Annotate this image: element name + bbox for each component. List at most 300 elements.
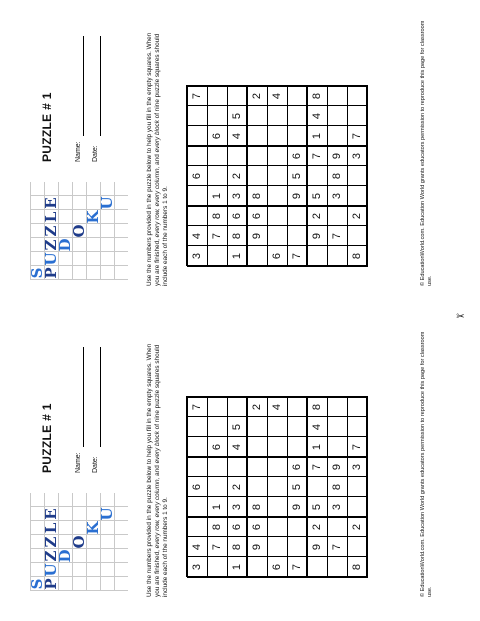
logo-letter: Z [42, 239, 60, 251]
sudoku-cell[interactable] [307, 557, 327, 577]
copyright-footer: © EducationWorld.com. Education World grants educators permission to reproduce this page for classroom use. [420, 20, 433, 286]
name-label: Name: [75, 141, 82, 162]
logo-grid-cell [100, 210, 114, 224]
sudoku-cell[interactable] [287, 417, 307, 437]
date-label: Date: [92, 145, 99, 162]
instructions-emphasis: every block [154, 431, 161, 464]
logo-grid-cell [114, 563, 128, 577]
logo-letter: P [42, 267, 60, 279]
puzzle-panel-2 [0, 0, 480, 310]
sudoku-cell[interactable] [267, 457, 287, 477]
logo-grid-cell [86, 535, 100, 549]
sudoku-cell[interactable]: 7 [331, 232, 343, 240]
sudoku-cell[interactable] [247, 166, 267, 186]
sudoku-cell[interactable] [267, 146, 287, 166]
sudoku-cell[interactable] [267, 537, 287, 557]
logo-grid-cell [72, 266, 86, 280]
sudoku-cell[interactable]: 2 [251, 403, 263, 411]
grid-line-horizontal [227, 396, 228, 577]
logo-grid-cell [44, 182, 58, 196]
sudoku-cell[interactable]: 5 [311, 503, 323, 511]
grid-line-horizontal [287, 85, 288, 266]
sudoku-cell[interactable]: 5 [311, 192, 323, 200]
sudoku-grid [187, 397, 367, 577]
sudoku-cell[interactable] [347, 497, 367, 517]
instructions [146, 335, 170, 597]
sudoku-cell[interactable] [247, 557, 267, 577]
sudoku-cell[interactable] [207, 246, 227, 266]
sudoku-cell[interactable] [187, 146, 207, 166]
logo-letter: Z [42, 536, 60, 548]
sudoku-cell[interactable]: 9 [291, 192, 303, 200]
sudoku-cell[interactable] [187, 186, 207, 206]
sudoku-cell[interactable]: 7 [211, 232, 223, 240]
grid-line-horizontal [267, 85, 268, 266]
logo-grid-cell [100, 266, 114, 280]
sudoku-cell[interactable] [287, 397, 307, 417]
sudoku-cell[interactable] [247, 146, 267, 166]
grid-line-vertical [187, 145, 368, 147]
puzzle-title: PUZZLE # 1 [40, 92, 54, 162]
sudoku-cell[interactable]: 3 [191, 563, 203, 571]
sudoku-cell[interactable]: 9 [311, 232, 323, 240]
sudoku-cell[interactable] [287, 126, 307, 146]
sudoku-cell[interactable] [207, 417, 227, 437]
sudoku-cell[interactable]: 8 [231, 543, 243, 551]
sudoku-cell[interactable]: 8 [351, 252, 363, 260]
sudoku-cell[interactable] [347, 477, 367, 497]
instructions-text: of nine puzzle squares should include each of the numbers 1 to 9. [154, 33, 169, 286]
logo-grid-cell [58, 182, 72, 196]
sudoku-cell[interactable] [287, 226, 307, 246]
sudoku-cell[interactable]: 5 [291, 483, 303, 491]
logo-letter: S [28, 267, 46, 279]
sudoku-cell[interactable] [267, 226, 287, 246]
logo-grid-cell [58, 563, 72, 577]
sudoku-cell[interactable] [267, 517, 287, 537]
sudoku-cell[interactable] [267, 497, 287, 517]
sudoku-grid [187, 86, 367, 266]
logo-grid-cell [58, 196, 72, 210]
grid-line-vertical [187, 576, 368, 578]
logo-grid-cell [100, 577, 114, 591]
instructions-text: Use the numbers provided in the puzzle below to help you fill in the empty squares. When you are finished, [146, 32, 161, 286]
grid-line-vertical [187, 205, 368, 207]
grid-line-vertical [187, 536, 368, 537]
sudoku-cell[interactable] [247, 246, 267, 266]
logo-grid-cell [100, 182, 114, 196]
sudoku-cell[interactable]: 6 [251, 523, 263, 531]
instructions-emphasis: every row, every column, [154, 477, 161, 549]
sudoku-cell[interactable] [187, 437, 207, 457]
sudoku-cell[interactable]: 8 [331, 483, 343, 491]
sudoku-cell[interactable]: 8 [251, 503, 263, 511]
logo-grid-cell [86, 563, 100, 577]
sudoku-cell[interactable]: 7 [291, 563, 303, 571]
logo-grid-cell [58, 252, 72, 266]
sudoku-cell[interactable]: 9 [251, 232, 263, 240]
sudoku-cell[interactable] [287, 537, 307, 557]
name-line [83, 36, 84, 136]
logo-grid-cell [72, 549, 86, 563]
sudoku-cell[interactable]: 4 [191, 543, 203, 551]
sudoku-cell[interactable] [267, 437, 287, 457]
logo-grid-cell [86, 266, 100, 280]
sudoku-cell[interactable] [287, 517, 307, 537]
sudoku-cell[interactable]: 4 [311, 423, 323, 431]
sudoku-cell[interactable]: 8 [251, 192, 263, 200]
sudoku-cell[interactable]: 8 [331, 172, 343, 180]
grid-line-horizontal [306, 85, 308, 266]
sudoku-cell[interactable] [347, 86, 367, 106]
logo-grid-cell [100, 549, 114, 563]
grid-line-horizontal [227, 85, 228, 266]
sudoku-cell[interactable]: 7 [331, 543, 343, 551]
sudoku-cell[interactable] [307, 477, 327, 497]
scissors-icon: ✂ [456, 311, 465, 323]
logo-grid-cell [72, 196, 86, 210]
sudoku-cell[interactable]: 7 [291, 252, 303, 260]
sudoku-cell[interactable] [327, 106, 347, 126]
sudoku-cell[interactable] [207, 477, 227, 497]
logo-letter: U [98, 507, 116, 521]
name-line [83, 347, 84, 447]
sudoku-cell[interactable]: 2 [311, 212, 323, 220]
sudoku-cell[interactable] [347, 166, 367, 186]
sudoku-cell[interactable] [187, 457, 207, 477]
grid-line-horizontal [347, 85, 348, 266]
sudoku-cell[interactable]: 2 [311, 523, 323, 531]
sudoku-cell[interactable] [187, 126, 207, 146]
sudoku-cell[interactable]: 3 [331, 503, 343, 511]
sudoku-cell[interactable] [287, 106, 307, 126]
logo-letter: S [28, 578, 46, 590]
sudoku-cell[interactable] [267, 417, 287, 437]
grid-line-vertical [187, 185, 368, 186]
logo-grid-cell [86, 577, 100, 591]
sudoku-cell[interactable]: 3 [351, 152, 363, 160]
copyright-footer: © EducationWorld.com. Education World grants educators permission to reproduce this page for classroom use. [420, 331, 433, 597]
logo-letter: L [42, 522, 60, 534]
sudoku-cell[interactable]: 6 [211, 443, 223, 451]
sudoku-cell[interactable]: 6 [211, 132, 223, 140]
sudoku-cell[interactable] [207, 86, 227, 106]
logo-letter: U [98, 196, 116, 210]
sudoku-cell[interactable]: 2 [231, 483, 243, 491]
sudoku-cell[interactable] [347, 106, 367, 126]
sudoku-cell[interactable] [287, 86, 307, 106]
logo-grid-cell [114, 252, 128, 266]
grid-line-horizontal [207, 85, 208, 266]
logo-grid-cell [114, 266, 128, 280]
logo-letter: P [42, 578, 60, 590]
sudoku-cell[interactable] [247, 126, 267, 146]
logo-letter: U [42, 252, 60, 266]
logo-grid-cell [114, 182, 128, 196]
logo-letter: D [56, 549, 74, 563]
logo-grid-cell [86, 182, 100, 196]
logo-grid-cell [100, 521, 114, 535]
sudoku-cell[interactable] [287, 437, 307, 457]
logo-grid-cell [100, 224, 114, 238]
grid-line-horizontal [327, 85, 328, 266]
grid-line-horizontal [186, 85, 188, 266]
logo-grid-cell [72, 238, 86, 252]
grid-line-vertical [187, 396, 368, 398]
sudoku-cell[interactable] [207, 146, 227, 166]
logo-letter: D [56, 238, 74, 252]
sudoku-cell[interactable]: 8 [311, 92, 323, 100]
sudoku-cell[interactable] [267, 106, 287, 126]
sudoku-cell[interactable]: 1 [231, 563, 243, 571]
sudoku-cell[interactable] [267, 186, 287, 206]
sudoku-cell[interactable]: 1 [311, 443, 323, 451]
sudoku-cell[interactable] [187, 497, 207, 517]
sudoku-cell[interactable] [187, 517, 207, 537]
grid-line-vertical [187, 416, 368, 417]
grid-line-horizontal [327, 396, 328, 577]
grid-line-vertical [187, 516, 368, 518]
grid-line-vertical [187, 85, 368, 87]
instructions-text: of nine puzzle squares should include each of the numbers 1 to 9. [154, 344, 169, 597]
sudoku-cell[interactable] [187, 206, 207, 226]
logo-grid-cell [114, 196, 128, 210]
sudoku-cell[interactable] [227, 86, 247, 106]
sudoku-cell[interactable]: 3 [191, 252, 203, 260]
sudoku-cell[interactable] [327, 417, 347, 437]
sudoku-cell[interactable] [347, 186, 367, 206]
sudoku-cell[interactable]: 5 [231, 423, 243, 431]
sudoku-cell[interactable]: 7 [211, 543, 223, 551]
sudoku-cell[interactable]: 8 [211, 523, 223, 531]
sudoku-cell[interactable]: 4 [231, 443, 243, 451]
sudoku-cell[interactable]: 7 [191, 403, 203, 411]
grid-line-horizontal [366, 396, 368, 577]
sudoku-cell[interactable] [287, 206, 307, 226]
logo-grid-cell [72, 182, 86, 196]
sudoku-cell[interactable]: 8 [231, 232, 243, 240]
logo-letter: Z [42, 550, 60, 562]
logo-letter: L [42, 211, 60, 223]
logo-letter: E [42, 197, 60, 209]
logo-grid-cell [86, 224, 100, 238]
sudoku-cell[interactable] [247, 457, 267, 477]
grid-line-vertical [187, 496, 368, 497]
date-line [100, 347, 101, 447]
sudoku-cell[interactable]: 5 [291, 172, 303, 180]
sudoku-cell[interactable]: 1 [311, 132, 323, 140]
sudoku-cell[interactable] [207, 457, 227, 477]
sudoku-cell[interactable]: 7 [351, 132, 363, 140]
sudoku-cell[interactable]: 9 [311, 543, 323, 551]
sudoku-cell[interactable] [327, 86, 347, 106]
sudoku-cell[interactable]: 9 [331, 152, 343, 160]
logo-grid-cell [58, 521, 72, 535]
sudoku-cell[interactable]: 6 [291, 463, 303, 471]
logo-letter: E [42, 508, 60, 520]
sudoku-cell[interactable]: 2 [251, 92, 263, 100]
instructions-text: and [154, 152, 161, 167]
sudoku-cell[interactable]: 1 [211, 503, 223, 511]
sudoku-cell[interactable]: 9 [331, 463, 343, 471]
puzzle-logo [30, 182, 128, 280]
sudoku-cell[interactable]: 4 [271, 92, 283, 100]
name-label: Name: [75, 452, 82, 473]
date-line [100, 36, 101, 136]
sudoku-cell[interactable] [307, 246, 327, 266]
sudoku-cell[interactable]: 8 [311, 403, 323, 411]
sudoku-cell[interactable]: 6 [231, 212, 243, 220]
sudoku-cell[interactable]: 8 [351, 563, 363, 571]
instructions [146, 24, 170, 286]
sudoku-cell[interactable]: 6 [271, 252, 283, 260]
sudoku-cell[interactable]: 4 [191, 232, 203, 240]
grid-line-vertical [187, 245, 368, 246]
sudoku-cell[interactable] [227, 457, 247, 477]
sudoku-cell[interactable] [247, 106, 267, 126]
sudoku-cell[interactable] [327, 397, 347, 417]
grid-line-horizontal [267, 396, 268, 577]
sudoku-cell[interactable]: 7 [311, 152, 323, 160]
sudoku-cell[interactable]: 3 [231, 192, 243, 200]
sudoku-cell[interactable] [267, 126, 287, 146]
grid-line-vertical [187, 476, 368, 477]
sudoku-cell[interactable] [207, 106, 227, 126]
sudoku-cell[interactable] [327, 557, 347, 577]
sudoku-cell[interactable]: 2 [351, 212, 363, 220]
logo-grid-cell [114, 521, 128, 535]
sudoku-cell[interactable]: 4 [311, 112, 323, 120]
sudoku-cell[interactable] [247, 437, 267, 457]
sudoku-cell[interactable] [347, 226, 367, 246]
sudoku-cell[interactable] [307, 166, 327, 186]
logo-letter: K [84, 521, 102, 535]
logo-grid-cell [58, 266, 72, 280]
sudoku-cell[interactable] [247, 477, 267, 497]
logo-grid-cell [114, 493, 128, 507]
instructions-text: Use the numbers provided in the puzzle below to help you fill in the empty squares. When you are finished, [146, 343, 161, 597]
logo-grid-cell [86, 549, 100, 563]
sudoku-cell[interactable] [267, 166, 287, 186]
sudoku-cell[interactable] [187, 417, 207, 437]
logo-grid-cell [100, 535, 114, 549]
sudoku-cell[interactable]: 3 [351, 463, 363, 471]
logo-letter: U [42, 563, 60, 577]
sudoku-cell[interactable] [247, 417, 267, 437]
sudoku-cell[interactable]: 7 [191, 92, 203, 100]
sudoku-cell[interactable]: 6 [191, 172, 203, 180]
logo-grid-cell [58, 577, 72, 591]
logo-grid-cell [58, 493, 72, 507]
sudoku-cell[interactable]: 3 [331, 192, 343, 200]
grid-line-vertical [187, 556, 368, 557]
logo-grid-cell [114, 549, 128, 563]
sudoku-cell[interactable] [227, 397, 247, 417]
logo-grid-cell [30, 493, 44, 507]
grid-line-horizontal [366, 85, 368, 266]
logo-grid-cell [86, 238, 100, 252]
sudoku-cell[interactable] [207, 166, 227, 186]
sudoku-cell[interactable] [347, 537, 367, 557]
grid-line-horizontal [186, 396, 188, 577]
sudoku-cell[interactable]: 4 [231, 132, 243, 140]
date-label: Date: [92, 456, 99, 473]
sudoku-cell[interactable]: 6 [191, 483, 203, 491]
sudoku-cell[interactable]: 3 [231, 503, 243, 511]
sudoku-cell[interactable] [227, 146, 247, 166]
sudoku-cell[interactable]: 6 [251, 212, 263, 220]
logo-letter: O [70, 224, 88, 238]
sudoku-cell[interactable] [347, 417, 367, 437]
sudoku-cell[interactable]: 5 [231, 112, 243, 120]
logo-letter: O [70, 535, 88, 549]
logo-letter: Z [42, 225, 60, 237]
sudoku-cell[interactable] [187, 106, 207, 126]
sudoku-cell[interactable]: 4 [271, 403, 283, 411]
grid-line-vertical [187, 165, 368, 166]
logo-grid-cell [114, 224, 128, 238]
logo-grid-cell [100, 238, 114, 252]
grid-line-horizontal [287, 396, 288, 577]
grid-line-vertical [187, 105, 368, 106]
instructions-text: and [154, 463, 161, 478]
sudoku-cell[interactable] [327, 126, 347, 146]
sudoku-cell[interactable] [267, 477, 287, 497]
instructions-emphasis: every block [154, 120, 161, 153]
sudoku-cell[interactable]: 1 [211, 192, 223, 200]
puzzle-panel-1 [0, 311, 480, 621]
sudoku-cell[interactable] [207, 397, 227, 417]
sudoku-cell[interactable]: 7 [311, 463, 323, 471]
sudoku-cell[interactable]: 8 [211, 212, 223, 220]
logo-grid-cell [114, 577, 128, 591]
logo-grid-cell [114, 507, 128, 521]
grid-line-horizontal [306, 396, 308, 577]
logo-grid-cell [114, 238, 128, 252]
logo-grid-cell [30, 182, 44, 196]
sudoku-cell[interactable]: 7 [351, 443, 363, 451]
logo-grid-cell [100, 563, 114, 577]
grid-line-horizontal [207, 396, 208, 577]
grid-line-horizontal [246, 396, 248, 577]
sudoku-cell[interactable] [327, 517, 347, 537]
sudoku-cell[interactable]: 1 [231, 252, 243, 260]
logo-grid-cell [100, 252, 114, 266]
sudoku-cell[interactable] [327, 246, 347, 266]
instructions-emphasis: every row, every column, [154, 166, 161, 238]
grid-line-vertical [187, 225, 368, 226]
grid-line-horizontal [246, 85, 248, 266]
logo-grid-cell [72, 493, 86, 507]
sudoku-cell[interactable]: 2 [231, 172, 243, 180]
sudoku-cell[interactable]: 6 [231, 523, 243, 531]
sudoku-cell[interactable]: 6 [271, 563, 283, 571]
logo-grid-cell [72, 507, 86, 521]
sudoku-cell[interactable] [267, 206, 287, 226]
sudoku-cell[interactable] [327, 206, 347, 226]
grid-line-vertical [187, 125, 368, 126]
sudoku-cell[interactable]: 2 [351, 523, 363, 531]
sudoku-cell[interactable]: 9 [291, 503, 303, 511]
sudoku-cell[interactable]: 9 [251, 543, 263, 551]
logo-grid-cell [114, 210, 128, 224]
sudoku-cell[interactable] [207, 557, 227, 577]
sudoku-cell[interactable] [347, 397, 367, 417]
grid-line-vertical [187, 456, 368, 458]
sudoku-cell[interactable] [327, 437, 347, 457]
logo-letter: K [84, 210, 102, 224]
sudoku-cell[interactable]: 6 [291, 152, 303, 160]
